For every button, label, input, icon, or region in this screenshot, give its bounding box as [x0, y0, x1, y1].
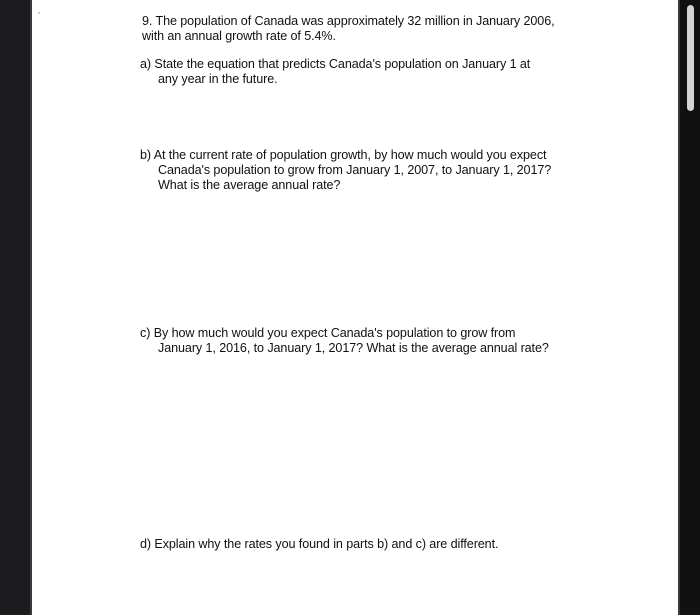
part-d-line-1: d) Explain why the rates you found in parts b) and c) are different.	[140, 537, 499, 551]
part-b-line-2: Canada's population to grow from January 1, 2007, to January 1, 2017?	[158, 163, 552, 177]
scrollbar-thumb[interactable]	[687, 5, 694, 111]
page-left-edge	[30, 0, 32, 615]
question-line-2: with an annual growth rate of 5.4%.	[142, 29, 336, 43]
scrollbar-track[interactable]	[680, 0, 700, 615]
part-b-line-3: What is the average annual rate?	[158, 178, 341, 192]
part-a-line-2: any year in the future.	[158, 72, 278, 86]
part-c-line-1: c) By how much would you expect Canada's population to grow from	[140, 326, 516, 340]
part-c-line-2: January 1, 2016, to January 1, 2017? What is the average annual rate?	[158, 341, 549, 355]
question-line-1: 9. The population of Canada was approximately 32 million in January 2006,	[142, 14, 555, 28]
part-a-line-1: a) State the equation that predicts Canada's population on January 1 at	[140, 57, 531, 71]
page-speck	[38, 12, 40, 14]
worksheet-page	[30, 0, 680, 615]
part-b-line-1: b) At the current rate of population growth, by how much would you expect	[140, 148, 547, 162]
